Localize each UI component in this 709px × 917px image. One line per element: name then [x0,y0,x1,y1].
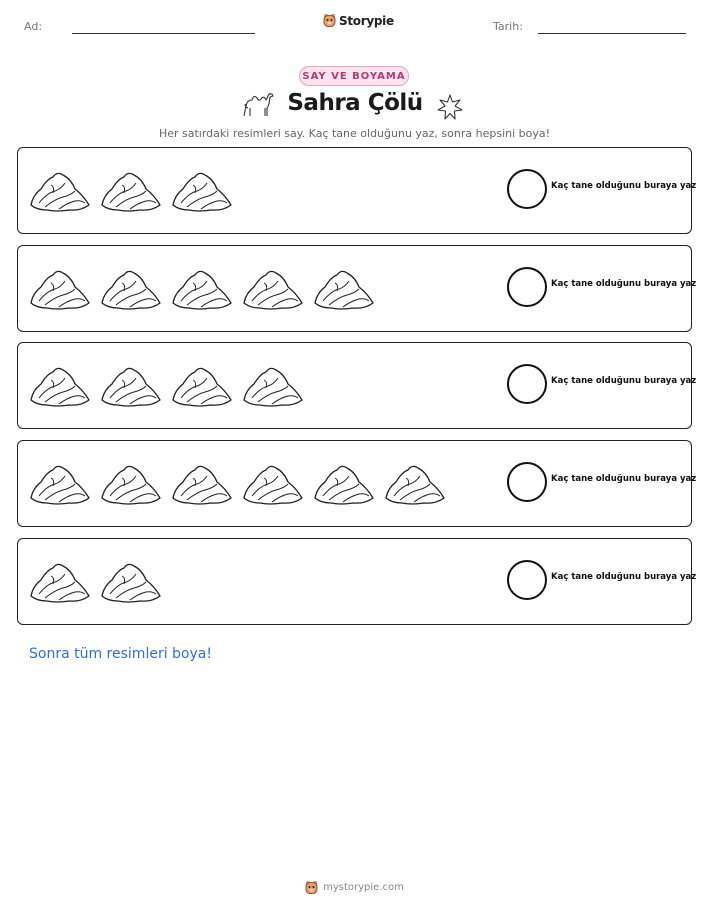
dune-group [29,556,162,606]
sand-dune-icon [100,458,162,508]
answer-circle[interactable] [507,560,547,600]
dune-group [29,165,233,215]
brand-name: Storypie [339,13,394,28]
sand-dune-icon [29,458,91,508]
date-line[interactable] [538,33,686,34]
coloring-note: Sonra tüm resimleri boya! [29,646,212,662]
sand-dune-icon [171,165,233,215]
dune-group [29,263,375,313]
counting-row [17,147,697,234]
answer-circle[interactable] [507,169,547,209]
answer-label: Kaç tane olduğunu buraya yaz [551,572,697,582]
bear-mascot-icon [323,13,336,28]
sand-dune-icon [100,263,162,313]
sand-dune-icon [242,263,304,313]
footer-brand [0,880,709,895]
sand-dune-icon [100,360,162,410]
sand-dune-icon [29,263,91,313]
sand-dune-icon [171,458,233,508]
bear-mascot-icon [305,880,318,895]
sand-dune-icon [100,165,162,215]
sand-dune-icon [313,458,375,508]
sand-dune-icon [384,458,446,508]
footer-url: mystorypie.com [323,882,404,893]
answer-label: Kaç tane olduğunu buraya yaz [551,279,697,289]
name-line[interactable] [72,33,255,34]
sand-dune-icon [29,165,91,215]
sand-dune-icon [100,556,162,606]
date-label: Tarih: [493,20,523,33]
sand-dune-icon [171,263,233,313]
counting-row [17,440,697,527]
answer-circle[interactable] [507,267,547,307]
sand-dune-icon [313,263,375,313]
sand-dune-icon [29,556,91,606]
sand-dune-icon [29,360,91,410]
dune-group [29,458,446,508]
answer-label: Kaç tane olduğunu buraya yaz [551,474,697,484]
answer-label: Kaç tane olduğunu buraya yaz [551,376,697,386]
name-label: Ad: [24,20,43,33]
answer-circle[interactable] [507,462,547,502]
sun-icon [436,93,464,121]
sand-dune-icon [242,360,304,410]
page-title: Sahra Çölü [287,90,423,116]
counting-row [17,538,697,625]
counting-row [17,245,697,332]
activity-badge: SAY VE BOYAMA [299,66,409,86]
sand-dune-icon [171,360,233,410]
answer-circle[interactable] [507,364,547,404]
instructions: Her satırdaki resimleri say. Kaç tane olduğunu yaz, sonra hepsini boya! [158,127,551,140]
answer-label: Kaç tane olduğunu buraya yaz [551,181,697,191]
sand-dune-icon [242,458,304,508]
counting-row [17,342,697,429]
dune-group [29,360,304,410]
brand-logo [323,13,394,28]
